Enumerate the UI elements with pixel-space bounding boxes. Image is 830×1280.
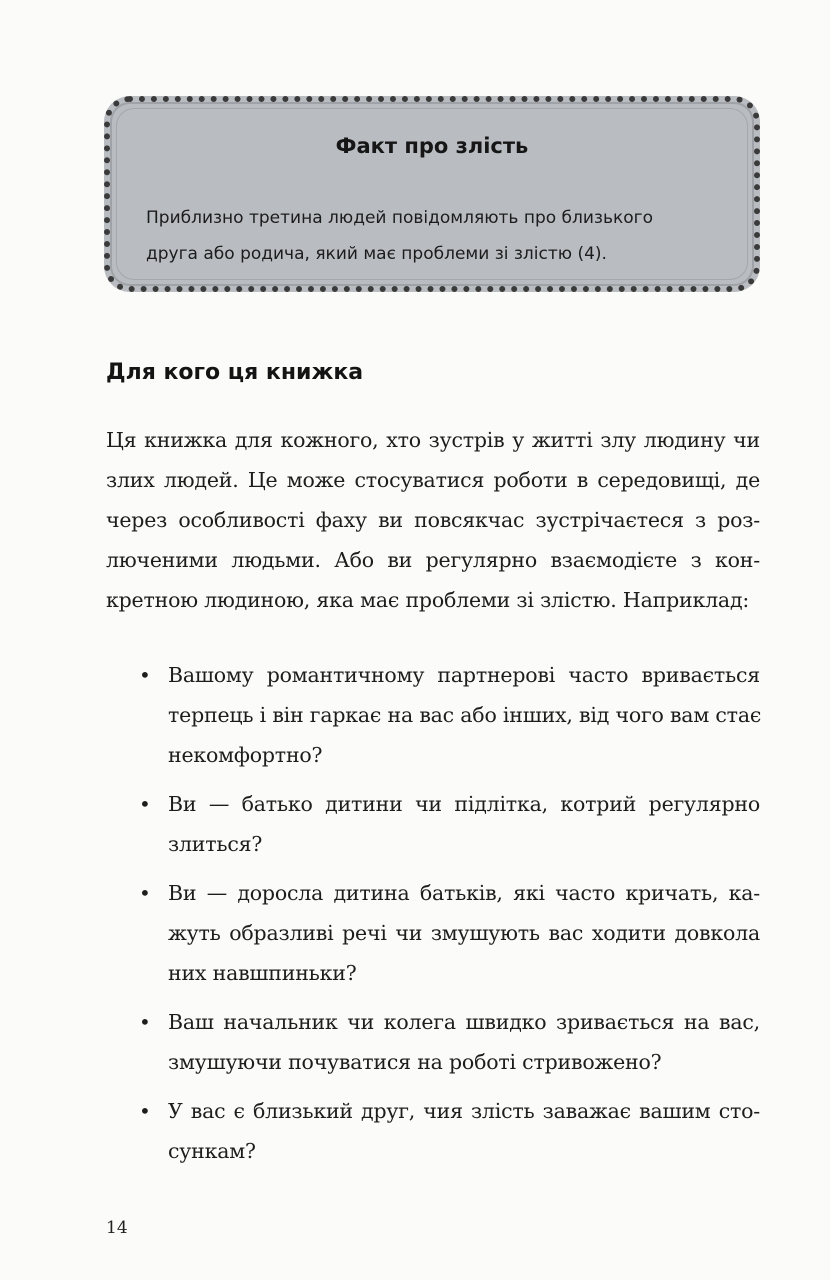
- bullet-line: змушуючи почуватися на роботі стривожено?: [168, 1050, 662, 1074]
- fact-box: [104, 96, 760, 292]
- fact-box-line: друга або родича, який має проблеми зі злістю (4).: [146, 244, 607, 264]
- intro-line: злих людей. Це може стосуватися роботи в середовищі, де: [106, 468, 760, 492]
- intro-line: люченими людьми. Або ви регулярно взаємодієте з кон-: [106, 548, 760, 572]
- fact-box-text: [146, 200, 730, 272]
- bullet-line: терпець і він гаркає на вас або інших, від чого вам стає: [168, 703, 762, 727]
- page-number: 14: [106, 1218, 128, 1238]
- fact-box-line: Приблизно третина людей повідомляють про близького: [146, 208, 653, 228]
- intro-line: через особливості фаху ви повсякчас зустрічаєтеся з роз-: [106, 508, 760, 532]
- section-heading: Для кого ця книжка: [106, 360, 364, 385]
- bullet-line: злиться?: [168, 832, 263, 856]
- bullet-marker: •: [139, 792, 151, 816]
- bullet-item: [0, 1002, 760, 1082]
- bullet-line: них навшпиньки?: [168, 961, 357, 985]
- bullet-marker: •: [139, 1010, 151, 1034]
- bullet-line: некомфортно?: [168, 743, 323, 767]
- intro-line: кретною людиною, яка має проблеми зі злістю. Наприклад:: [106, 588, 750, 612]
- bullet-line: жуть образливі речі чи змушують вас ходити довкола: [168, 921, 760, 945]
- bullet-line: сункам?: [168, 1139, 256, 1163]
- bullet-line: Ви — батько дитини чи підлітка, котрий регулярно: [168, 792, 760, 816]
- bullet-marker: •: [139, 1099, 151, 1123]
- bullet-item: [0, 784, 760, 864]
- intro-line: Ця книжка для кожного, хто зустрів у житті злу людину чи: [106, 428, 760, 452]
- bullet-list: [0, 655, 830, 1171]
- bullet-line: Ви — доросла дитина батьків, які часто кричать, ка-: [168, 881, 760, 905]
- bullet-item: [0, 873, 760, 993]
- bullet-item: [0, 1091, 760, 1171]
- bullet-item: [0, 655, 760, 775]
- intro-paragraph: [106, 420, 760, 620]
- bullet-line: Ваш начальник чи колега швидко зривається на вас,: [168, 1010, 760, 1034]
- fact-box-title: Факт про злість: [335, 134, 529, 158]
- bullet-marker: •: [139, 663, 151, 687]
- bullet-line: Вашому романтичному партнерові часто вривається: [168, 663, 760, 687]
- bullet-marker: •: [139, 881, 151, 905]
- bullet-line: У вас є близький друг, чия злість заважає вашим сто-: [168, 1099, 760, 1123]
